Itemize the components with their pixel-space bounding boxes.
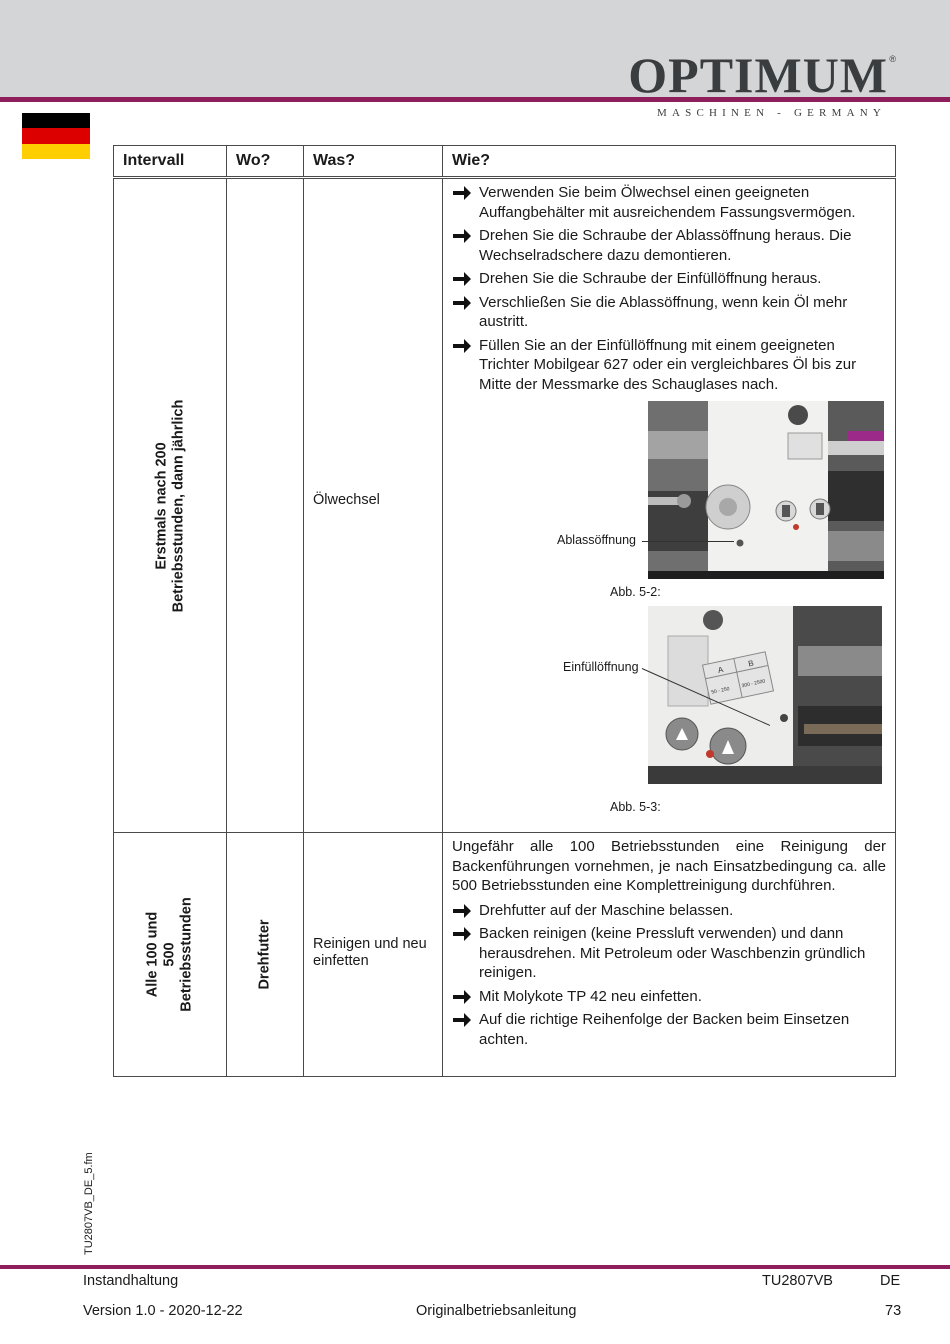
task-cell xyxy=(304,833,443,1077)
drain-callout: Ablassöffnung xyxy=(557,533,636,547)
table-row xyxy=(114,178,896,833)
figure-caption: Abb. 5-2: xyxy=(610,585,661,599)
table-header-row xyxy=(114,146,896,178)
arrow-right-icon xyxy=(452,924,479,983)
table-row xyxy=(114,833,896,1077)
callout-line xyxy=(642,541,734,542)
arrow-right-icon xyxy=(452,183,479,222)
brand-registered-mark: ® xyxy=(889,54,896,64)
arrow-right-icon xyxy=(452,901,479,921)
footer-version: Version 1.0 - 2020-12-22 xyxy=(83,1303,243,1319)
plate-label-a: A xyxy=(717,664,725,675)
interval-text-line1: Alle 100 und xyxy=(144,911,161,998)
brand-logo: OPTIMUM xyxy=(628,47,888,103)
brand-subtitle: MASCHINEN - GERMANY xyxy=(657,107,886,119)
filler-callout: Einfüllöffnung xyxy=(563,660,639,674)
instruction-step: Auf die richtige Reihenfolge der Backen beim Einsetzen achten. xyxy=(452,1010,886,1049)
figure-caption: Abb. 5-3: xyxy=(610,800,661,814)
location-text: Drehfutter xyxy=(256,919,273,990)
instruction-step: Drehfutter auf der Maschine belassen. xyxy=(452,901,886,921)
instruction-step: Backen reinigen (keine Pressluft verwenden) und dann herausdrehen. Mit Petroleum oder Waschbenzin gründlich reinigen. xyxy=(452,924,886,983)
instruction-step: Mit Molykote TP 42 neu einfetten. xyxy=(452,987,886,1007)
instruction-step: Füllen Sie an der Einfüllöffnung mit einem geeigneten Trichter Mobilgear 627 oder ein vergleichbares Öl bis zur Mitte der Messmarke des Schauglases nach. xyxy=(452,336,886,395)
arrow-right-icon xyxy=(452,226,479,265)
footer-language: DE xyxy=(880,1273,901,1289)
instruction-step: Verschließen Sie die Ablassöffnung, wenn kein Öl mehr austritt. xyxy=(452,293,886,332)
file-code: TU2807VB_DE_5.fm xyxy=(83,1152,95,1255)
task-text: Ölwechsel xyxy=(313,492,380,508)
footer-doc-type: Originalbetriebsanleitung xyxy=(416,1303,577,1319)
column-header-intervall: Intervall xyxy=(114,146,227,178)
drain-opening-photo xyxy=(648,401,884,579)
instructions-cell xyxy=(443,178,896,833)
interval-text-line2: 500 xyxy=(161,942,178,967)
footer-divider xyxy=(0,1265,950,1269)
instruction-step: Verwenden Sie beim Ölwechsel einen geeigneten Auffangbehälter mit ausreichendem Fassungsvermögen. xyxy=(452,183,886,222)
interval-text-line2: Betriebsstunden, dann jährlich xyxy=(170,399,187,612)
arrow-right-icon xyxy=(452,269,479,289)
footer-section: Instandhaltung xyxy=(83,1273,179,1289)
location-cell xyxy=(227,833,304,1077)
location-cell xyxy=(227,178,304,833)
figure-area xyxy=(452,398,886,832)
plate-value-b: 300 - 2500 xyxy=(741,678,766,690)
task-cell xyxy=(304,178,443,833)
plate-label-b: B xyxy=(747,658,755,669)
filler-opening-photo xyxy=(648,606,882,784)
interval-text-line3: Betriebsstunden xyxy=(178,897,195,1012)
instruction-step: Drehen Sie die Schraube der Einfüllöffnung heraus. xyxy=(452,269,886,289)
interval-text-line1: Erstmals nach 200 xyxy=(153,441,170,570)
arrow-right-icon xyxy=(452,1010,479,1049)
task-text: Reinigen und neu einfetten xyxy=(313,936,427,969)
instructions-cell xyxy=(443,833,896,1077)
arrow-right-icon xyxy=(452,336,479,395)
column-header-wo: Wo? xyxy=(227,146,304,178)
column-header-wie: Wie? xyxy=(443,146,896,178)
arrow-right-icon xyxy=(452,987,479,1007)
maintenance-table xyxy=(113,145,896,1077)
instruction-step: Drehen Sie die Schraube der Ablassöffnung heraus. Die Wechselradschere dazu demontieren. xyxy=(452,226,886,265)
column-header-was: Was? xyxy=(304,146,443,178)
footer-model: TU2807VB xyxy=(762,1273,833,1289)
page-number: 73 xyxy=(885,1303,902,1319)
interval-cell xyxy=(114,178,227,833)
instruction-intro: Ungefähr alle 100 Betriebsstunden eine Reinigung der Backenführungen vornehmen, je nach Einsatzbedingung ca. alle 500 Betriebsstunden eine Komplettreinigung durchführen. xyxy=(452,838,886,894)
arrow-right-icon xyxy=(452,293,479,332)
plate-value-a: 50 - 250 xyxy=(710,686,731,696)
german-flag-icon xyxy=(22,113,90,159)
interval-cell xyxy=(114,833,227,1077)
